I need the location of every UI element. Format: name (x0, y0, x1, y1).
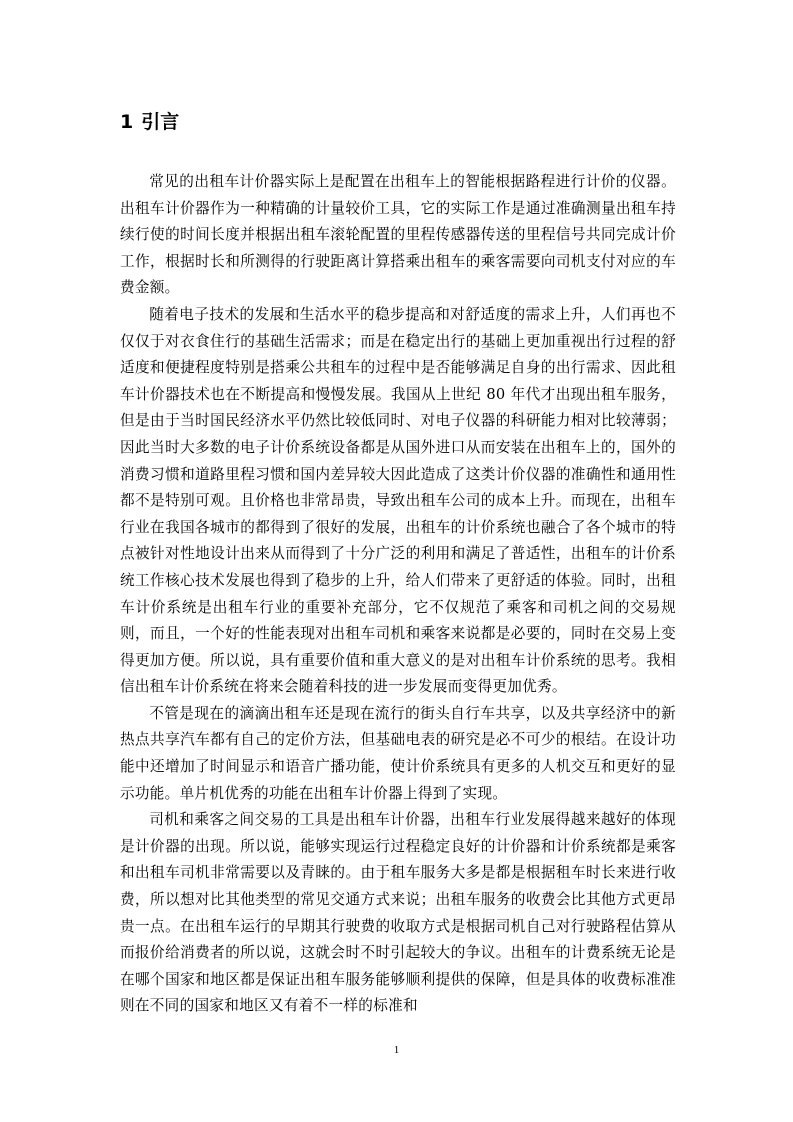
body-text (120, 169, 676, 1020)
page-number: 1 (393, 1044, 400, 1056)
paragraph-intro-meter: 常见的出租车计价器实际上是配置在出租车上的智能根据路程进行计价的仪器。出租车计价器作为一种精确的计量较价工具，它的实际工作是通过准确测量出租车持续行使的时间长度并根据出租车滚轮配置的里程传感器传送的里程信号共同完成计价工作，根据时长和所测得的行驶距离计算搭乘出租车的乘客需要向司机支付对应的车费金额。 (120, 173, 676, 297)
paragraph-transaction-tool: 司机和乘客之间交易的工具是出租车计价器，出租车行业发展得越来越好的体现是计价器的出现。所以说，能够实现运行过程稳定良好的计价器和计价系统都是乘客和出租车司机非常需要以及青睐的。由于租车服务大多是都是根据租车时长来进行收费，所以想对比其他类型的常见交通方式来说；出租车服务的收费会比其他方式更昂贵一点。在出租车运行的早期其行驶费的收取方式是根据司机自己对行驶路程估算从而报价给消费者的所以说，这就会时不时引起较大的争议。出租车的计费系统无论是在哪个国家和地区都是保证出租车服务能够顺利提供的保障，但是具体的收费标准准则在不同的国家和地区又有着不一样的标准和 (120, 811, 676, 1015)
section-title: 引言 (141, 111, 180, 133)
paragraph-development: 随着电子技术的发展和生活水平的稳步提高和对舒适度的需求上升，人们再也不仅仅于对衣食住行的基础生活需求；而是在稳定出行的基础上更加重视出行过程的舒适度和便捷程度特别是搭乘公共租车的过程中是否能够满足自身的出行需求、因此租车计价器技术也在不断提高和慢慢发展。我国从上世纪 80 年代才出现出租车服务，但是由于当时国民经济水平仍然比较低同时、对电子仪器的科研能力相对比较薄弱；因此当时大多数的电子计价系统设备都是从国外进口从而安装在出租车上的，国外的消费习惯和道路里程习惯和国内差异较大因此造成了这类计价仪器的准确性和通用性都不是特别可观。且价格也非常昂贵，导致出租车公司的成本上升。而现在，出租车行业在我国各城市的都得到了很好的发展，出租车的计价系统也融合了各个城市的特点被针对性地设计出来从而得到了十分广泛的利用和满足了普适性，出租车的计价系统工作核心技术发展也得到了稳步的上升，给人们带来了更舒适的体验。同时，出租车计价系统是出租车行业的重要补充部分，它不仅规范了乘客和司机之间的交易规则，而且，一个好的性能表现对出租车司机和乘客来说都是必要的，同时在交易上变得更加方便。所以说，具有重要价值和重大意义的是对出租车计价系统的思考。我相信出租车计价系统在将来会随着科技的进一步发展而变得更加优秀。 (120, 305, 676, 696)
section-heading (120, 108, 179, 136)
section-number: 1 (120, 111, 134, 133)
paragraph-pricing-methods: 不管是现在的滴滴出租车还是现在流行的街头自行车共享，以及共享经济中的新热点共享汽车都有自己的定价方法，但基础电表的研究是必不可少的根结。在设计功能中还增加了时间显示和语音广播功能，使计价系统具有更多的人机交互和更好的显示功能。单片机优秀的功能在出租车计价器上得到了实现。 (120, 704, 676, 802)
